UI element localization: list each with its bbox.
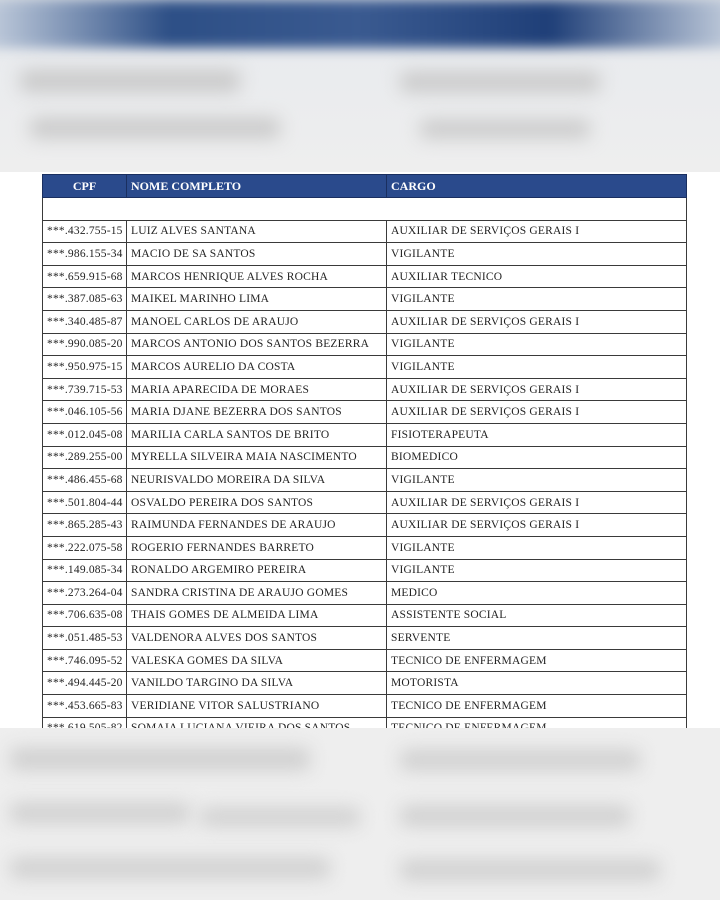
blurred-text [10,858,330,878]
cell-cpf: ***.340.485-87 [43,310,127,333]
table-row [43,446,687,469]
cell-cargo: VIGILANTE [387,288,687,311]
cell-cargo: VIGILANTE [387,333,687,356]
cell-cargo: VIGILANTE [387,243,687,266]
blurred-text [400,860,660,880]
cell-cargo: AUXILIAR TECNICO [387,265,687,288]
cell-nome: VANILDO TARGINO DA SILVA [127,672,387,695]
table-row [43,604,687,627]
table-row [43,559,687,582]
cell-cpf: ***.012.045-08 [43,423,127,446]
cell-cpf: ***.486.455-68 [43,469,127,492]
cell-cargo: VIGILANTE [387,356,687,379]
cell-nome: MARCOS AURELIO DA COSTA [127,356,387,379]
cell-cpf: ***.865.285-43 [43,514,127,537]
staff-table [42,174,687,740]
cell-nome: MAIKEL MARINHO LIMA [127,288,387,311]
cell-cargo: MEDICO [387,582,687,605]
cell-cargo: VIGILANTE [387,469,687,492]
cell-cargo: TECNICO DE ENFERMAGEM [387,649,687,672]
table-header-row [43,175,687,198]
table-row [43,514,687,537]
cell-cpf: ***.659.915-68 [43,265,127,288]
table-row [43,627,687,650]
table-row [43,333,687,356]
cell-nome: VERIDIANE VITOR SALUSTRIANO [127,695,387,718]
cell-nome: MYRELLA SILVEIRA MAIA NASCIMENTO [127,446,387,469]
blurred-text [400,750,640,770]
table-row [43,243,687,266]
cell-nome: VALESKA GOMES DA SILVA [127,649,387,672]
table-row [43,265,687,288]
cell-cpf: ***.273.264-04 [43,582,127,605]
blurred-text [10,803,190,823]
cell-cpf: ***.149.085-34 [43,559,127,582]
table-row [43,401,687,424]
cell-nome: LUIZ ALVES SANTANA [127,220,387,243]
table-row [43,672,687,695]
blurred-text [20,70,240,92]
cell-nome: MARIA DJANE BEZERRA DOS SANTOS [127,401,387,424]
table-row [43,649,687,672]
cell-cargo: AUXILIAR DE SERVIÇOS GERAIS I [387,514,687,537]
cell-cpf: ***.453.665-83 [43,695,127,718]
table-row [43,356,687,379]
header-cargo: CARGO [387,175,687,198]
table-row [43,469,687,492]
cell-cargo: TECNICO DE ENFERMAGEM [387,695,687,718]
cell-cpf: ***.387.085-63 [43,288,127,311]
blurred-text [420,120,590,138]
cell-cpf: ***.950.975-15 [43,356,127,379]
cell-cargo: AUXILIAR DE SERVIÇOS GERAIS I [387,310,687,333]
cell-cpf: ***.289.255-00 [43,446,127,469]
table-body [43,198,687,740]
table-row [43,220,687,243]
cell-cargo: AUXILIAR DE SERVIÇOS GERAIS I [387,401,687,424]
cell-nome: MARCOS HENRIQUE ALVES ROCHA [127,265,387,288]
table-row [43,536,687,559]
cell-nome: MARIA APARECIDA DE MORAES [127,378,387,401]
cell-nome: NEURISVALDO MOREIRA DA SILVA [127,469,387,492]
cell-nome: VALDENORA ALVES DOS SANTOS [127,627,387,650]
cell-cpf: ***.051.485-53 [43,627,127,650]
cell-cpf: ***.746.095-52 [43,649,127,672]
cell-nome: MACIO DE SA SANTOS [127,243,387,266]
cell-cpf: ***.046.105-56 [43,401,127,424]
blurred-text [10,748,310,770]
cell-cargo: VIGILANTE [387,536,687,559]
table-row [43,378,687,401]
header-cpf: CPF [43,175,127,198]
blurred-text [30,118,280,138]
cell-cargo: MOTORISTA [387,672,687,695]
table-row [43,310,687,333]
table-row [43,582,687,605]
blurred-text [400,806,630,826]
cell-cpf: ***.432.755-15 [43,220,127,243]
blurred-text [400,72,600,92]
cell-cpf: ***.986.155-34 [43,243,127,266]
separator-cell [43,198,687,221]
cell-cargo: AUXILIAR DE SERVIÇOS GERAIS I [387,220,687,243]
cell-cargo: AUXILIAR DE SERVIÇOS GERAIS I [387,378,687,401]
table-row [43,288,687,311]
cell-nome: RAIMUNDA FERNANDES DE ARAUJO [127,514,387,537]
cell-nome: MANOEL CARLOS DE ARAUJO [127,310,387,333]
blurred-top-region [0,0,720,172]
blurred-text [200,808,360,826]
cell-cpf: ***.739.715-53 [43,378,127,401]
table-row [43,491,687,514]
header-nome-completo: NOME COMPLETO [127,175,387,198]
cell-nome: ROGERIO FERNANDES BARRETO [127,536,387,559]
header-separator [43,198,687,221]
cell-cargo: SERVENTE [387,627,687,650]
cell-cpf: ***.501.804-44 [43,491,127,514]
cell-cpf: ***.706.635-08 [43,604,127,627]
cell-cargo: BIOMEDICO [387,446,687,469]
cell-nome: OSVALDO PEREIRA DOS SANTOS [127,491,387,514]
table-row [43,695,687,718]
cell-nome: SANDRA CRISTINA DE ARAUJO GOMES [127,582,387,605]
cell-cargo: ASSISTENTE SOCIAL [387,604,687,627]
cell-cpf: ***.222.075-58 [43,536,127,559]
cell-nome: THAIS GOMES DE ALMEIDA LIMA [127,604,387,627]
cell-cpf: ***.494.445-20 [43,672,127,695]
blurred-bottom-region [0,728,720,900]
cell-cargo: VIGILANTE [387,559,687,582]
cell-cargo: FISIOTERAPEUTA [387,423,687,446]
cell-cargo: AUXILIAR DE SERVIÇOS GERAIS I [387,491,687,514]
cell-nome: RONALDO ARGEMIRO PEREIRA [127,559,387,582]
cell-cpf: ***.990.085-20 [43,333,127,356]
table-row [43,423,687,446]
blurred-header-band [0,0,720,48]
cell-nome: MARCOS ANTONIO DOS SANTOS BEZERRA [127,333,387,356]
document-page [0,172,720,728]
cell-nome: MARILIA CARLA SANTOS DE BRITO [127,423,387,446]
